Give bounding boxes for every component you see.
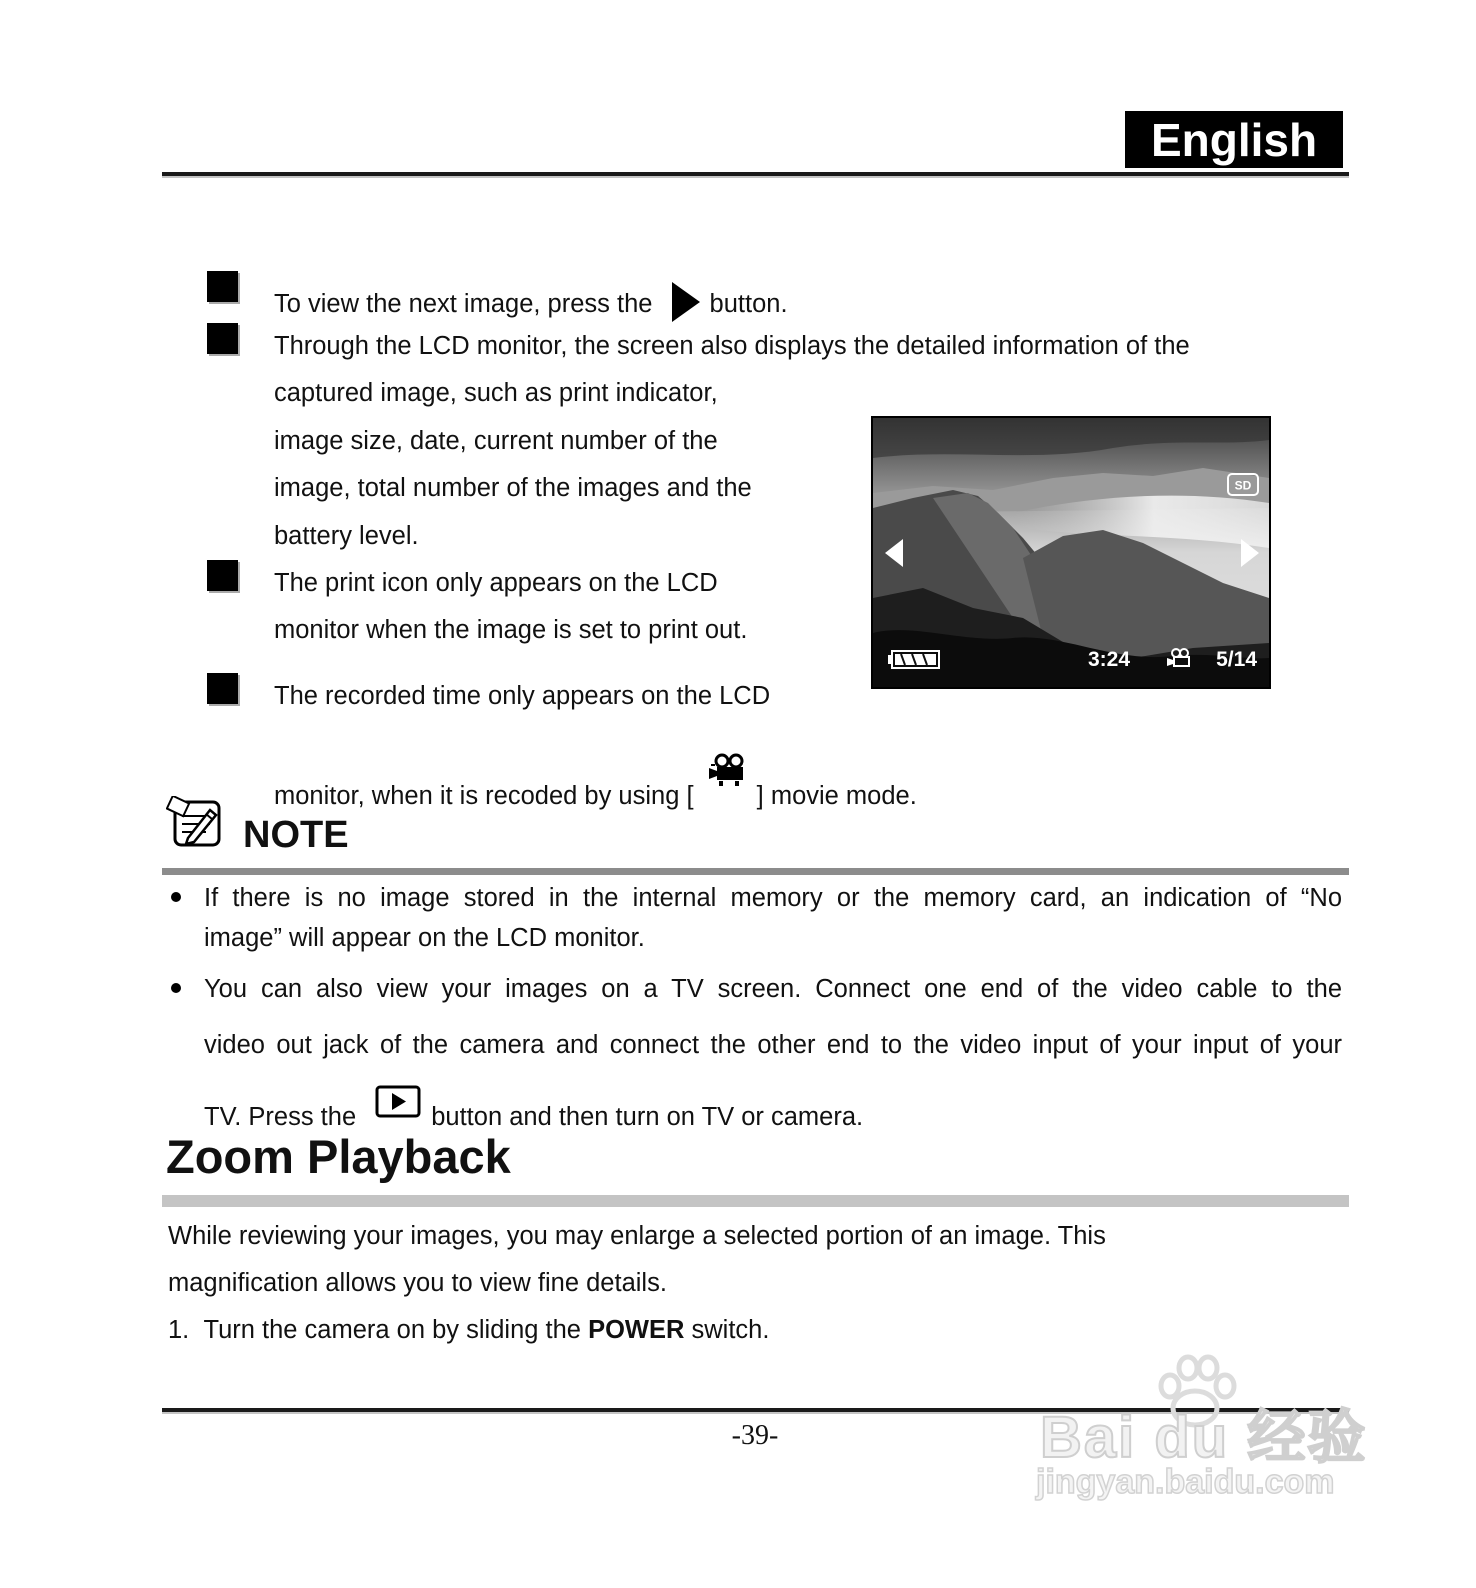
note-item-2-line: TV. Press the button and then turn on TV or camera. bbox=[204, 1085, 863, 1132]
note-item-2-line: You can also view your images on a TV screen. Connect one end of the video cable to the bbox=[204, 975, 1342, 1003]
section-intro-line: magnification allows you to view fine details. bbox=[168, 1269, 667, 1297]
note-title: NOTE bbox=[243, 814, 349, 856]
bullet-2-line: battery level. bbox=[274, 522, 419, 550]
bullet-4-line: monitor, when it is recoded by using [ ] movie mode. bbox=[274, 752, 917, 811]
language-badge: English bbox=[1125, 111, 1343, 168]
note-item-1-line: If there is no image stored in the internal memory or the memory card, an indication of “No bbox=[204, 884, 1342, 912]
movie-camera-icon bbox=[707, 752, 751, 792]
bullet-dot bbox=[171, 892, 181, 902]
baidu-watermark-url: jingyan.baidu.com bbox=[1036, 1463, 1335, 1501]
bullet-dot bbox=[171, 983, 181, 993]
square-bullet bbox=[207, 323, 238, 354]
bullet-3-line: monitor when the image is set to print out. bbox=[274, 616, 748, 644]
record-time: 3:24 bbox=[1087, 648, 1130, 671]
note-rule bbox=[162, 868, 1349, 875]
square-bullet bbox=[207, 673, 238, 704]
page-number: -39- bbox=[731, 1420, 779, 1451]
square-bullet bbox=[207, 271, 238, 302]
bullet-4-line: The recorded time only appears on the LCD bbox=[274, 682, 771, 710]
section-intro-line: While reviewing your images, you may enlarge a selected portion of an image. This bbox=[168, 1222, 1106, 1250]
bullet-2-line: image, total number of the images and the bbox=[274, 474, 752, 502]
bullet-2-line: Through the LCD monitor, the screen also displays the detailed information of the bbox=[274, 332, 1190, 360]
note-item-2-line: video out jack of the camera and connect the other end to the video input of your input of your bbox=[204, 1031, 1342, 1059]
sd-card-badge: SD bbox=[1234, 478, 1252, 493]
bullet-3-line: The print icon only appears on the LCD bbox=[274, 569, 718, 597]
section-title: Zoom Playback bbox=[166, 1130, 511, 1183]
step-1: 1. Turn the camera on by sliding the POWER switch. bbox=[168, 1316, 770, 1344]
right-triangle-icon bbox=[670, 280, 702, 324]
square-bullet bbox=[207, 560, 238, 591]
note-item-1-line: image” will appear on the LCD monitor. bbox=[204, 924, 645, 952]
section-rule bbox=[162, 1195, 1349, 1207]
header-rule-shadow bbox=[162, 176, 1349, 178]
bullet-2-line: image size, date, current number of the bbox=[274, 427, 718, 455]
image-counter: 5/14 bbox=[1216, 648, 1257, 671]
bullet-1: To view the next image, press the button. bbox=[274, 280, 788, 324]
lcd-preview-image bbox=[871, 416, 1271, 689]
bullet-2-line: captured image, such as print indicator, bbox=[274, 379, 718, 407]
baidu-watermark-logo: Bai du 经验 bbox=[1040, 1405, 1368, 1470]
playback-button-icon bbox=[375, 1085, 421, 1119]
power-switch-label: POWER bbox=[588, 1316, 685, 1344]
note-pencil-icon bbox=[166, 796, 224, 850]
